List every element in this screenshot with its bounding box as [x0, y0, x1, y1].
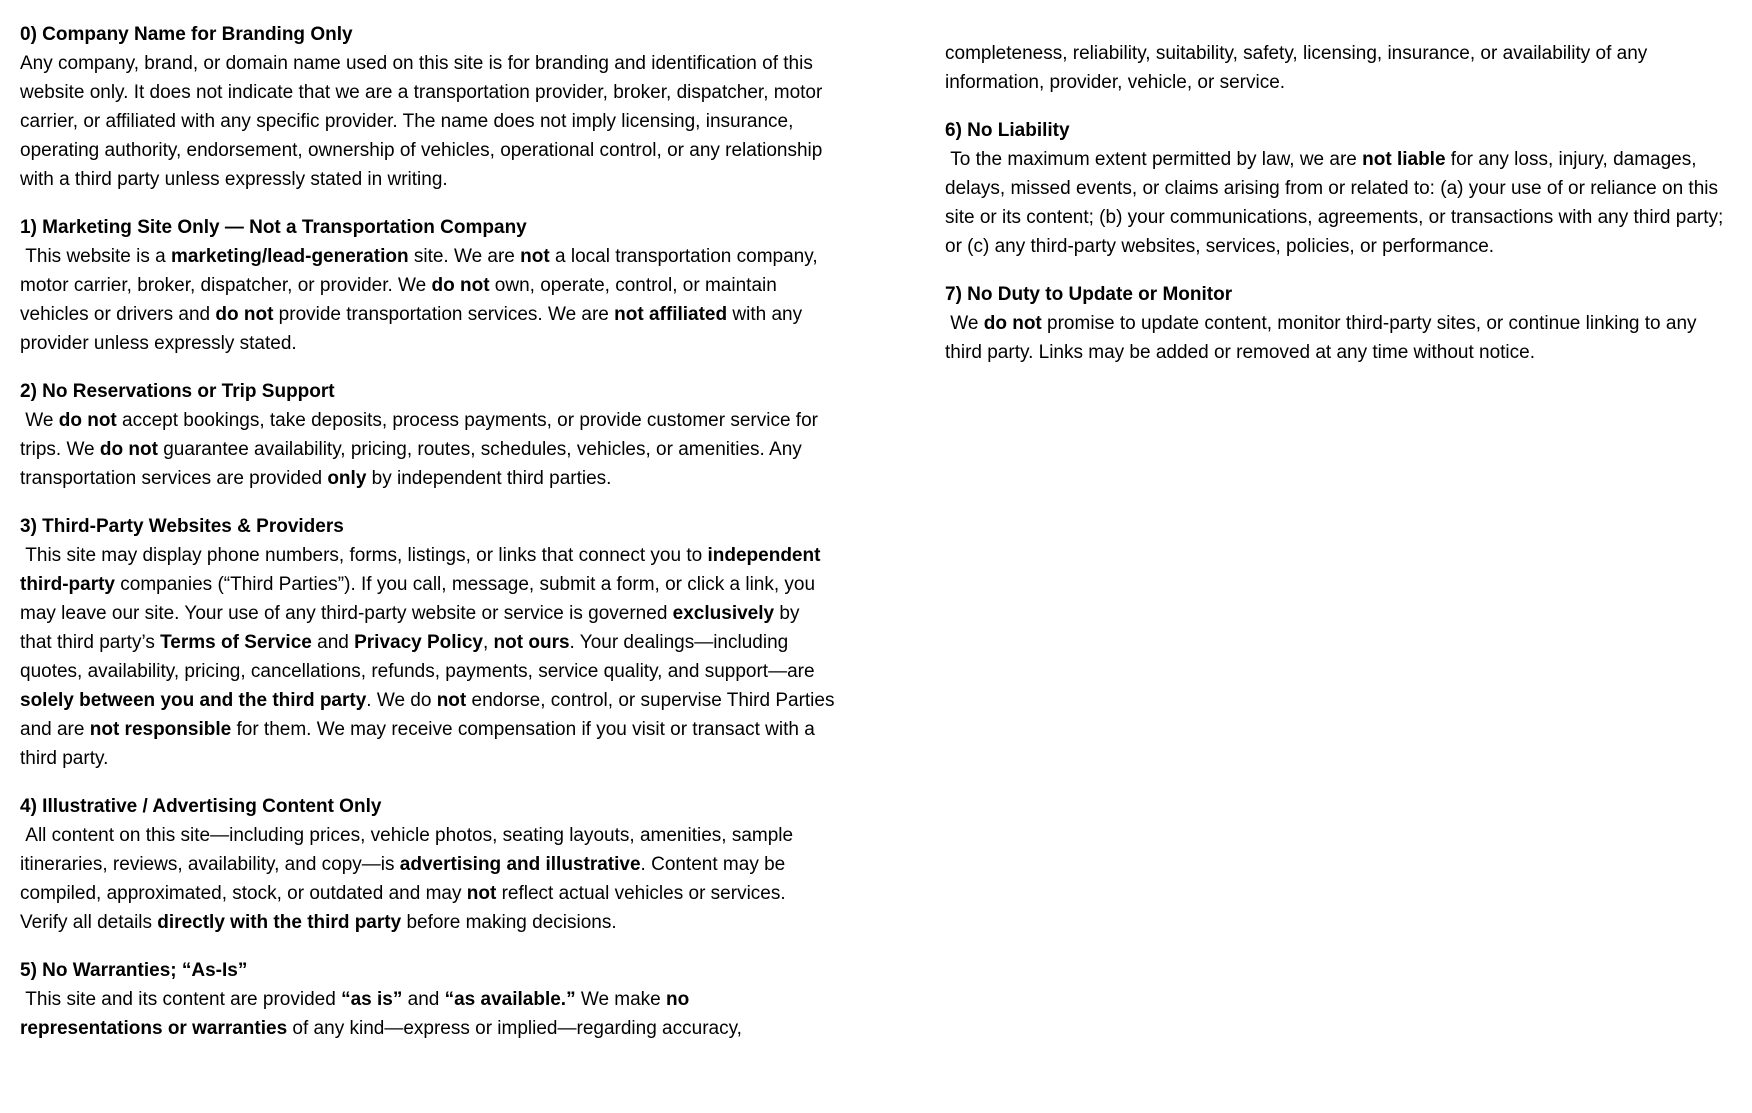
disclaimer-section	[20, 20, 835, 194]
emphasized-text: not	[520, 246, 550, 267]
disclaimer-section	[20, 512, 840, 773]
body-text: a local transportation company, motor carrier, broker, dispatcher, or provider. We	[20, 246, 823, 296]
emphasized-text: not affiliated	[614, 304, 728, 325]
body-text: for them. We may receive compensation if you visit or transact with a third party.	[20, 719, 821, 769]
section-heading: 7) No Duty to Update or Monitor	[945, 284, 1233, 305]
emphasized-text: do not	[215, 304, 274, 325]
section-heading: 2) No Reservations or Trip Support	[20, 381, 335, 402]
emphasized-text: no representations or warranties	[20, 989, 695, 1039]
body-text: endorse, control, or supervise Third Parties and are	[20, 690, 840, 740]
section-paragraph	[945, 39, 1735, 97]
disclaimer-section	[945, 39, 1735, 97]
body-text: ,	[482, 632, 494, 653]
body-text: by that third party’s	[20, 603, 805, 653]
body-text: provide transportation services. We are	[273, 304, 615, 325]
body-text: for any loss, injury, damages, delays, missed events, or claims arising from or related to: (a) your use of or reliance on this site or its content; (b) your communications, agreements, or transactions with any third party; or (c) any third-party websites, services, policies, or performance.	[945, 149, 1729, 257]
body-text: This site may display phone numbers, forms, listings, or links that connect you to	[20, 545, 708, 566]
body-text: This website is a	[20, 246, 172, 267]
body-text: Any company, brand, or domain name used on this site is for branding and identification of this website only. It does not indicate that we are a transportation provider, broker, dispatcher, motor carrier, or affiliated with any specific provider. The name does not imply licensing, insurance, operating authority, endorsement, ownership of vehicles, operational control, or any relationship with a third party unless expressly stated in writing.	[20, 53, 828, 190]
emphasized-text: “as is”	[341, 989, 403, 1010]
disclaimer-section	[945, 116, 1735, 261]
disclaimer-section	[20, 213, 835, 358]
body-text: with any provider unless expressly stated.	[20, 304, 808, 354]
emphasized-text: do not	[58, 410, 117, 431]
body-text: before making decisions.	[401, 912, 617, 933]
emphasized-text: advertising and illustrative	[399, 854, 641, 875]
emphasized-text: not	[436, 690, 467, 711]
emphasized-text: do not	[983, 313, 1042, 334]
emphasized-text: not ours	[493, 632, 570, 653]
body-text: site. We are	[408, 246, 521, 267]
disclaimer-section	[20, 377, 835, 493]
body-text: guarantee availability, pricing, routes, schedules, vehicles, or amenities. Any transportation services are provided	[20, 439, 808, 489]
body-text: We	[945, 313, 984, 334]
disclaimer-section	[945, 280, 1735, 367]
body-text: To the maximum extent permitted by law, we are	[945, 149, 1363, 170]
left-column	[20, 20, 840, 1113]
section-heading: 5) No Warranties; “As-Is”	[20, 960, 248, 981]
emphasized-text: not	[466, 883, 497, 904]
section-heading: 6) No Liability	[945, 120, 1070, 141]
body-text: . We do	[366, 690, 437, 711]
section-paragraph	[20, 985, 835, 1043]
emphasized-text: do not	[431, 275, 490, 296]
emphasized-text: only	[327, 468, 367, 489]
body-text: of any kind—express or implied—regarding accuracy,	[287, 1018, 742, 1039]
section-paragraph	[20, 821, 835, 937]
emphasized-text: not liable	[1362, 149, 1446, 170]
emphasized-text: not responsible	[89, 719, 232, 740]
body-text: accept bookings, take deposits, process payments, or provide customer service for trips. We	[20, 410, 824, 460]
body-text: We	[20, 410, 59, 431]
emphasized-text: directly with the third party	[157, 912, 402, 933]
section-heading: 0) Company Name for Branding Only	[20, 24, 353, 45]
emphasized-text: exclusively	[672, 603, 775, 624]
section-heading: 4) Illustrative / Advertising Content Only	[20, 796, 382, 817]
emphasized-text: do not	[99, 439, 158, 460]
body-text: . Your dealings—including quotes, availability, pricing, cancellations, refunds, payments, service quality, and support—are	[20, 632, 820, 682]
body-text: We make	[575, 989, 667, 1010]
body-text: and	[402, 989, 445, 1010]
body-text: by independent third parties.	[366, 468, 612, 489]
emphasized-text: Privacy Policy	[354, 632, 483, 653]
body-text: companies (“Third Parties”). If you call, message, submit a form, or click a link, you may leave our site. Your use of any third-party website or service is governed	[20, 574, 821, 624]
emphasized-text: independent third-party	[20, 545, 826, 595]
section-heading: 1) Marketing Site Only — Not a Transportation Company	[20, 217, 527, 238]
section-paragraph	[20, 541, 840, 773]
disclaimer-section	[20, 792, 835, 937]
emphasized-text: marketing/lead-generation	[171, 246, 409, 267]
section-paragraph	[945, 145, 1735, 261]
section-paragraph	[945, 309, 1735, 367]
body-text: reflect actual vehicles or services. Verify all details	[20, 883, 791, 933]
body-text: . Content may be compiled, approximated, stock, or outdated and may	[20, 854, 791, 904]
body-text: and	[311, 632, 355, 653]
emphasized-text: “as available.”	[444, 989, 576, 1010]
right-column	[945, 20, 1735, 1113]
disclaimer-section	[20, 956, 835, 1043]
section-paragraph	[20, 49, 835, 194]
emphasized-text: Terms of Service	[160, 632, 312, 653]
section-heading: 3) Third-Party Websites & Providers	[20, 516, 344, 537]
section-paragraph	[20, 242, 835, 358]
body-text: completeness, reliability, suitability, safety, licensing, insurance, or availability of any information, provider, vehicle, or service.	[945, 43, 1653, 93]
emphasized-text: solely between you and the third party	[20, 690, 367, 711]
body-text: This site and its content are provided	[20, 989, 342, 1010]
body-text: promise to update content, monitor third-party sites, or continue linking to any third party. Links may be added or removed at any time without notice.	[945, 313, 1702, 363]
section-paragraph	[20, 406, 835, 493]
body-text: own, operate, control, or maintain vehicles or drivers and	[20, 275, 783, 325]
body-text: All content on this site—including prices, vehicle photos, seating layouts, amenities, sample itineraries, reviews, availability, and copy—is	[20, 825, 799, 875]
